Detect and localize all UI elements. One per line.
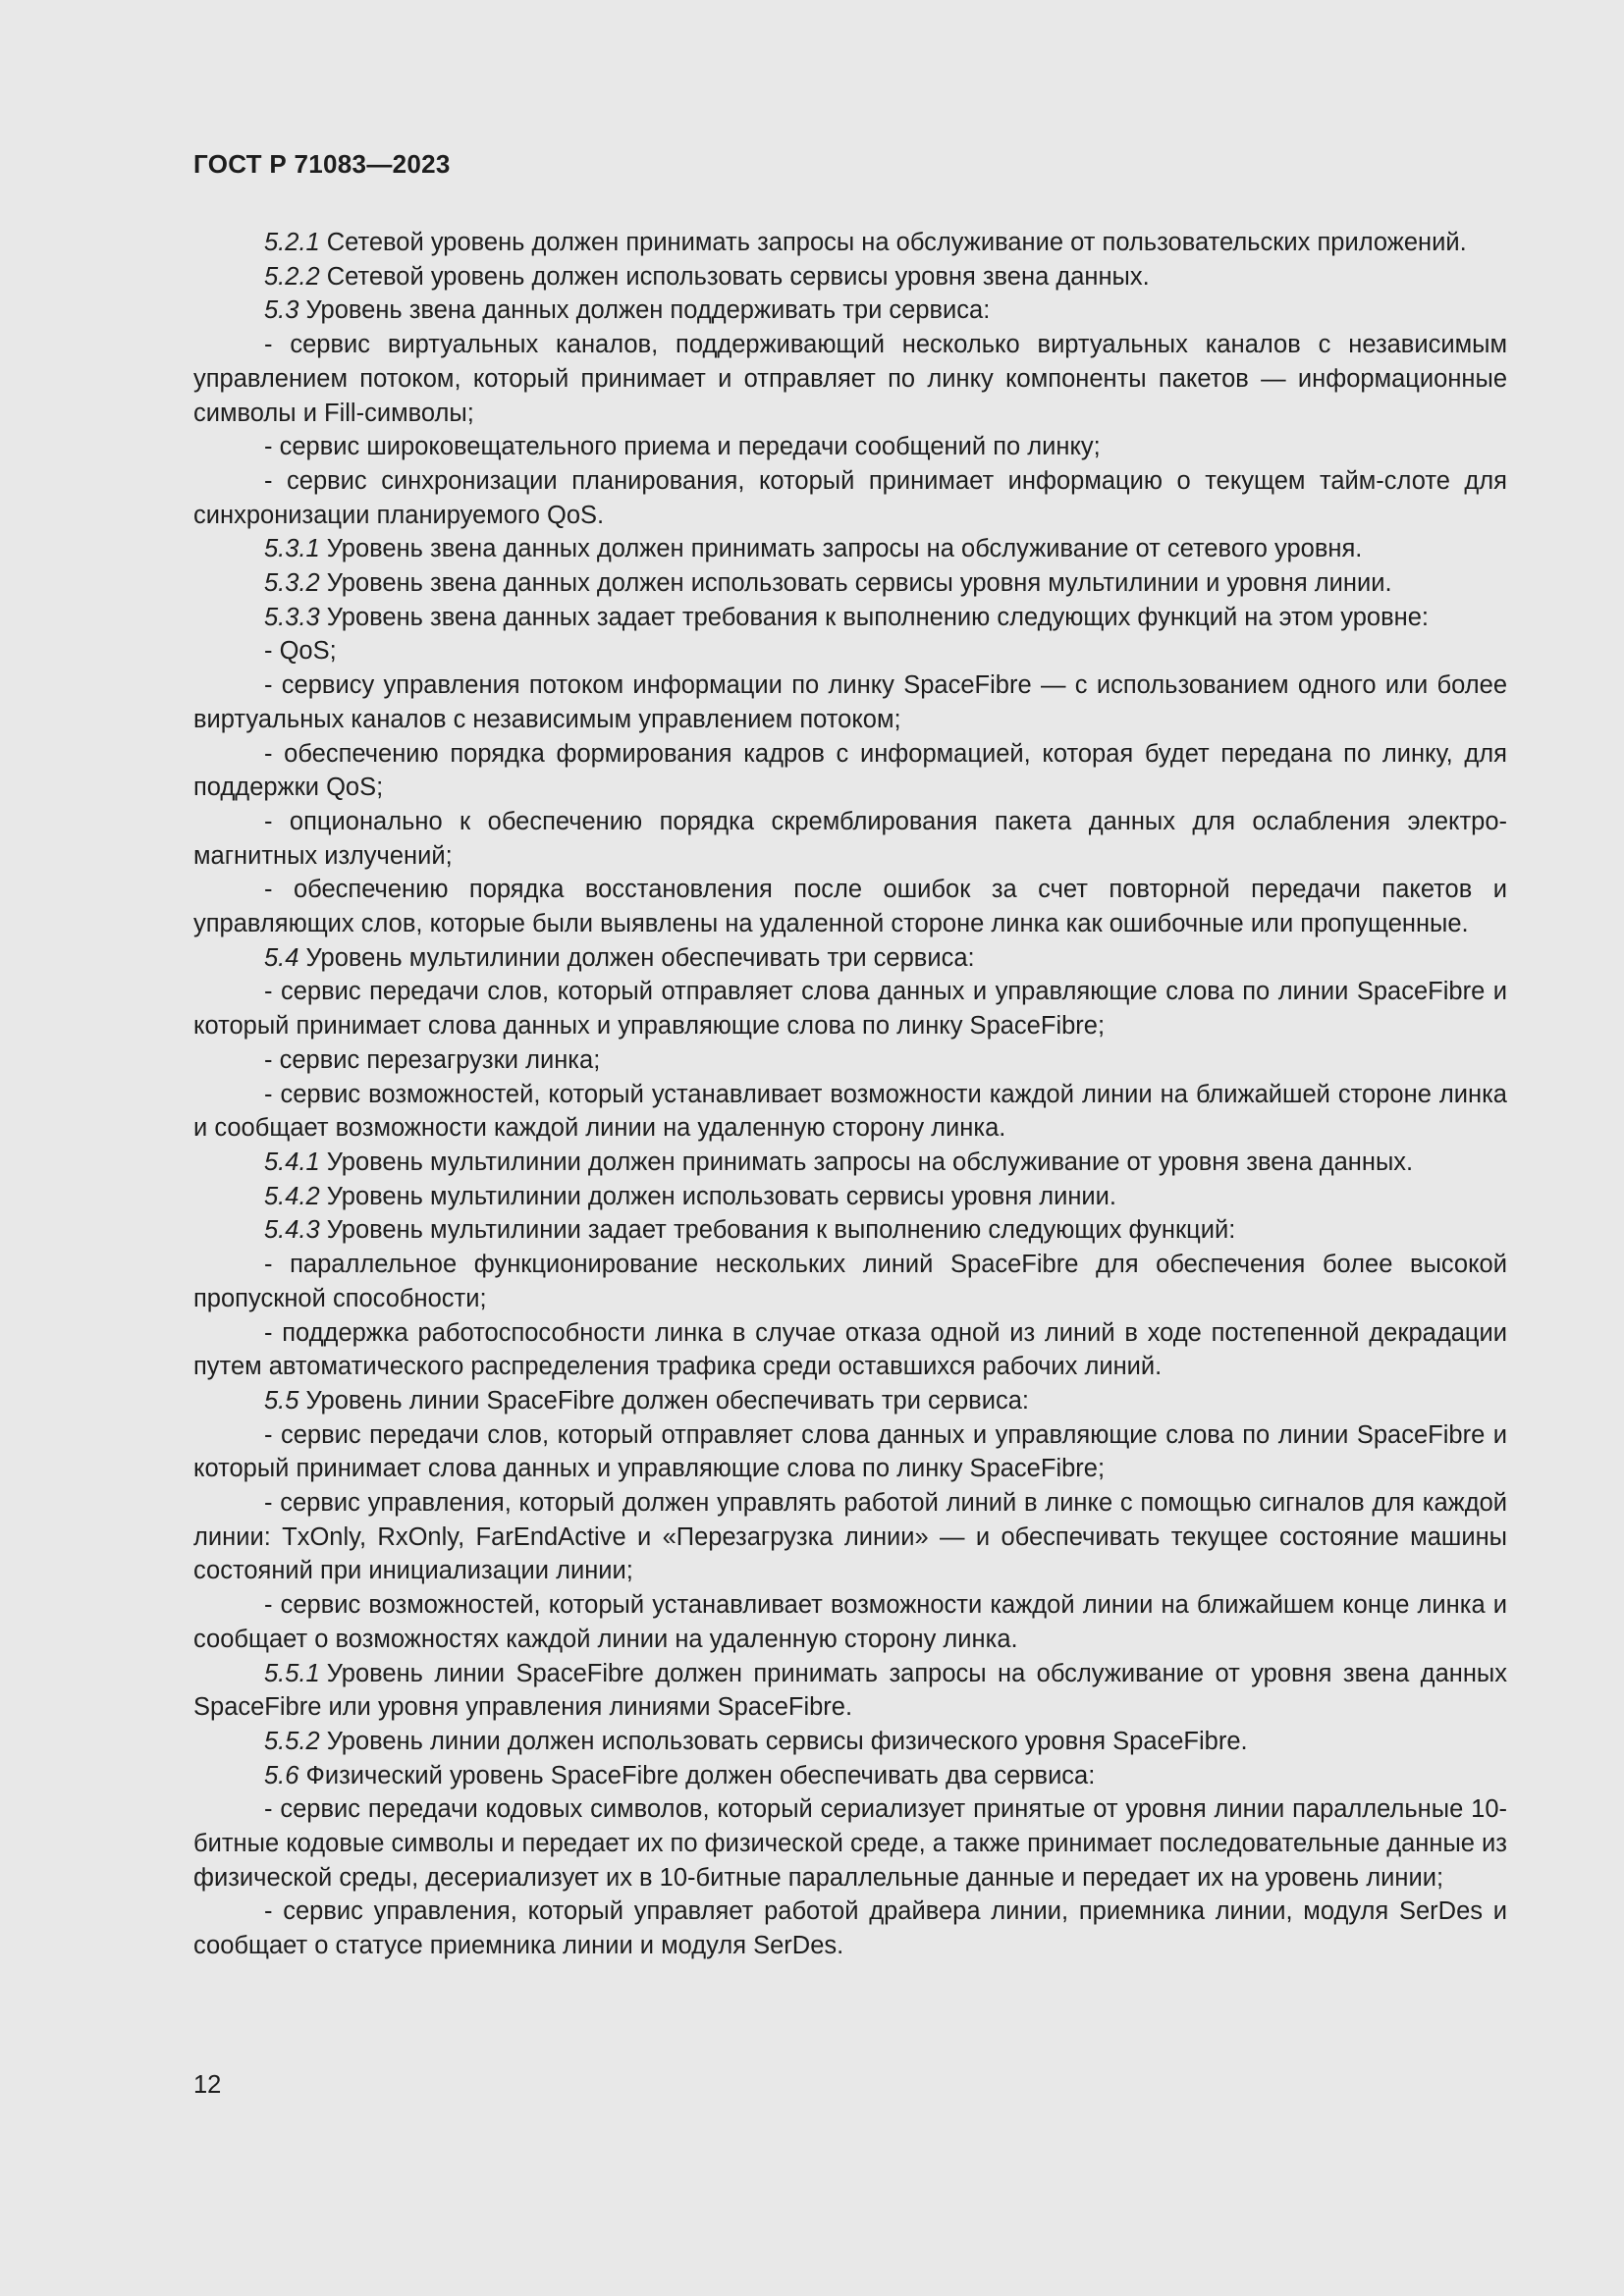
paragraph-5-5-2 bbox=[193, 1725, 1507, 1759]
paragraph-text: Уровень мультилинии задает требования к выполнению следующих функций: bbox=[326, 1216, 1236, 1245]
clause-number: 5.3.3 bbox=[264, 603, 320, 631]
paragraph-text: - сервису управления потоком информации по линку SpaceFibre — с использованием одного или более виртуальных каналов с независимым управлением потоком; bbox=[193, 671, 1507, 733]
paragraph-text: Уровень звена данных должен принимать запросы на обслуживание от сетевого уровня. bbox=[326, 535, 1363, 563]
clause-number: 5.4.1 bbox=[264, 1148, 320, 1176]
paragraph-text: Уровень мультилинии должен принимать запросы на обслуживание от уровня звена данных. bbox=[326, 1148, 1414, 1176]
paragraph-5-3-1 bbox=[193, 532, 1507, 566]
paragraph-text: - сервис управления, который управляет работой драйвера линии, приемника линии, модуля SerDes и сообщает о статусе приемника линии и модуля SerDes. bbox=[193, 1897, 1507, 1960]
list-item bbox=[193, 464, 1507, 532]
list-item bbox=[193, 1316, 1507, 1384]
document-body bbox=[193, 226, 1507, 1963]
list-item bbox=[193, 1248, 1507, 1315]
paragraph-text: - сервис синхронизации планирования, который принимает информацию о текущем тайм-слоте для синхронизации планируемого QoS. bbox=[193, 466, 1507, 529]
clause-number: 5.4 bbox=[264, 943, 299, 972]
clause-number: 5.4.3 bbox=[264, 1216, 320, 1245]
clause-number: 5.6 bbox=[264, 1761, 299, 1789]
paragraph-text: - сервис управления, который должен управлять работой линий в линке с помощью сигналов для каждой линии: TxOnly, RxOnly, FarEndActive и «Перезагрузка линии» — и обеспечивать текущее состояние машины состояний при инициализации линии; bbox=[193, 1489, 1507, 1585]
paragraph-5-3 bbox=[193, 294, 1507, 328]
list-item bbox=[193, 737, 1507, 805]
paragraph-5-4-3 bbox=[193, 1213, 1507, 1248]
paragraph-5-4-1 bbox=[193, 1146, 1507, 1180]
list-item bbox=[193, 805, 1507, 873]
list-item bbox=[193, 1078, 1507, 1146]
paragraph-text: Уровень линии должен использовать сервисы физического уровня SpaceFibre. bbox=[326, 1727, 1248, 1755]
clause-number: 5.3 bbox=[264, 296, 299, 325]
paragraph-text: Уровень мультилинии должен использовать сервисы уровня линии. bbox=[326, 1182, 1117, 1210]
clause-number: 5.4.2 bbox=[264, 1182, 320, 1210]
list-item bbox=[193, 328, 1507, 430]
paragraph-text: - сервис передачи слов, который отправляет слова данных и управляющие слова по линии SpaceFibre и который принимает слова данных и управляющие слова по линку SpaceFibre; bbox=[193, 1420, 1507, 1483]
paragraph-text: - сервис виртуальных каналов, поддерживающий несколько виртуальных каналов с независимым управлением потоком, который принимает и отправляет по линку компоненты пакетов — информационные символы и Fill-символы; bbox=[193, 331, 1507, 427]
paragraph-text: Уровень звена данных задает требования к выполнению следующих функций на этом уровне: bbox=[326, 603, 1430, 631]
paragraph-text: - опционально к обеспечению порядка скремблирования пакета данных для ослабления электромагнитных излучений; bbox=[193, 807, 1507, 870]
paragraph-5-4-2 bbox=[193, 1180, 1507, 1214]
paragraph-5-5-1 bbox=[193, 1657, 1507, 1725]
paragraph-text: - обеспечению порядка формирования кадров с информацией, которая будет передана по линку, для поддержки QoS; bbox=[193, 739, 1507, 802]
paragraph-text: Физический уровень SpaceFibre должен обеспечивать два сервиса: bbox=[305, 1761, 1096, 1789]
list-item bbox=[193, 873, 1507, 940]
list-item bbox=[193, 634, 1507, 668]
clause-number: 5.2.2 bbox=[264, 262, 320, 291]
list-item bbox=[193, 1486, 1507, 1588]
paragraph-text: - сервис передачи кодовых символов, который сериализует принятые от уровня линии параллельные 10-битные кодовые символы и передает их по физической среде, а также принимает последовательные данные из физической среды, десериализует их в 10-битные параллельные данные и передает их на уровень линии; bbox=[193, 1795, 1507, 1892]
document-header: ГОСТ Р 71083—2023 bbox=[193, 149, 451, 179]
paragraph-5-4 bbox=[193, 941, 1507, 976]
clause-number: 5.5 bbox=[264, 1386, 299, 1415]
paragraph-5-2-1 bbox=[193, 226, 1507, 260]
clause-number: 5.3.2 bbox=[264, 569, 320, 598]
list-item bbox=[193, 1418, 1507, 1486]
paragraph-5-3-2 bbox=[193, 566, 1507, 601]
page-number: 12 bbox=[193, 2071, 222, 2099]
paragraph-text: Сетевой уровень должен использовать сервисы уровня звена данных. bbox=[326, 262, 1150, 291]
list-item bbox=[193, 975, 1507, 1042]
list-item bbox=[193, 1895, 1507, 1962]
paragraph-text: Уровень линии SpaceFibre должен принимать запросы на обслуживание от уровня звена данных SpaceFibre или уровня управления линиями SpaceFibre. bbox=[193, 1659, 1507, 1722]
paragraph-text: - поддержка работоспособности линка в случае отказа одной из линий в ходе постепенной декрадации путем автоматического распределения трафика среди оставшихся рабочих линий. bbox=[193, 1318, 1507, 1381]
list-item bbox=[193, 1043, 1507, 1078]
paragraph-text: - обеспечению порядка восстановления после ошибок за счет повторной передачи пакетов и управляющих слов, которые были выявлены на удаленной стороне линка как ошибочные или пропущенные. bbox=[193, 876, 1507, 938]
clause-number: 5.3.1 bbox=[264, 535, 320, 563]
clause-number: 5.5.2 bbox=[264, 1727, 320, 1755]
paragraph-text: Уровень звена данных должен использовать сервисы уровня мультилинии и уровня линии. bbox=[326, 569, 1392, 598]
paragraph-text: - сервис передачи слов, который отправляет слова данных и управляющие слова по линии SpaceFibre и который принимает слова данных и управляющие слова по линку SpaceFibre; bbox=[193, 978, 1507, 1041]
list-item bbox=[193, 1792, 1507, 1895]
paragraph-text: - сервис широковещательного приема и передачи сообщений по линку; bbox=[264, 433, 1101, 461]
clause-number: 5.2.1 bbox=[264, 229, 320, 256]
paragraph-text: Уровень мультилинии должен обеспечивать три сервиса: bbox=[305, 943, 975, 972]
list-item bbox=[193, 430, 1507, 464]
paragraph-text: - сервис возможностей, который устанавливает возможности каждой линии на ближайшей стороне линка и сообщает возможности каждой линии на удаленную сторону линка. bbox=[193, 1080, 1507, 1143]
paragraph-text: - сервис перезагрузки линка; bbox=[264, 1045, 601, 1074]
list-item bbox=[193, 668, 1507, 736]
paragraph-text: - сервис возможностей, который устанавливает возможности каждой линии на ближайшем конце линка и сообщает о возможностях каждой линии на удаленную сторону линка. bbox=[193, 1591, 1507, 1653]
paragraph-5-3-3 bbox=[193, 601, 1507, 635]
paragraph-5-2-2 bbox=[193, 260, 1507, 294]
paragraph-text: Уровень линии SpaceFibre должен обеспечивать три сервиса: bbox=[305, 1386, 1029, 1415]
paragraph-text: - QoS; bbox=[264, 637, 337, 666]
clause-number: 5.5.1 bbox=[264, 1659, 320, 1687]
paragraph-text: Уровень звена данных должен поддерживать три сервиса: bbox=[305, 296, 991, 325]
paragraph-5-5 bbox=[193, 1384, 1507, 1418]
paragraph-text: - параллельное функционирование нескольких линий SpaceFibre для обеспечения более высокой пропускной способности; bbox=[193, 1251, 1507, 1312]
list-item bbox=[193, 1588, 1507, 1656]
paragraph-5-6 bbox=[193, 1759, 1507, 1793]
paragraph-text: Сетевой уровень должен принимать запросы на обслуживание от пользовательских приложений. bbox=[326, 229, 1467, 256]
